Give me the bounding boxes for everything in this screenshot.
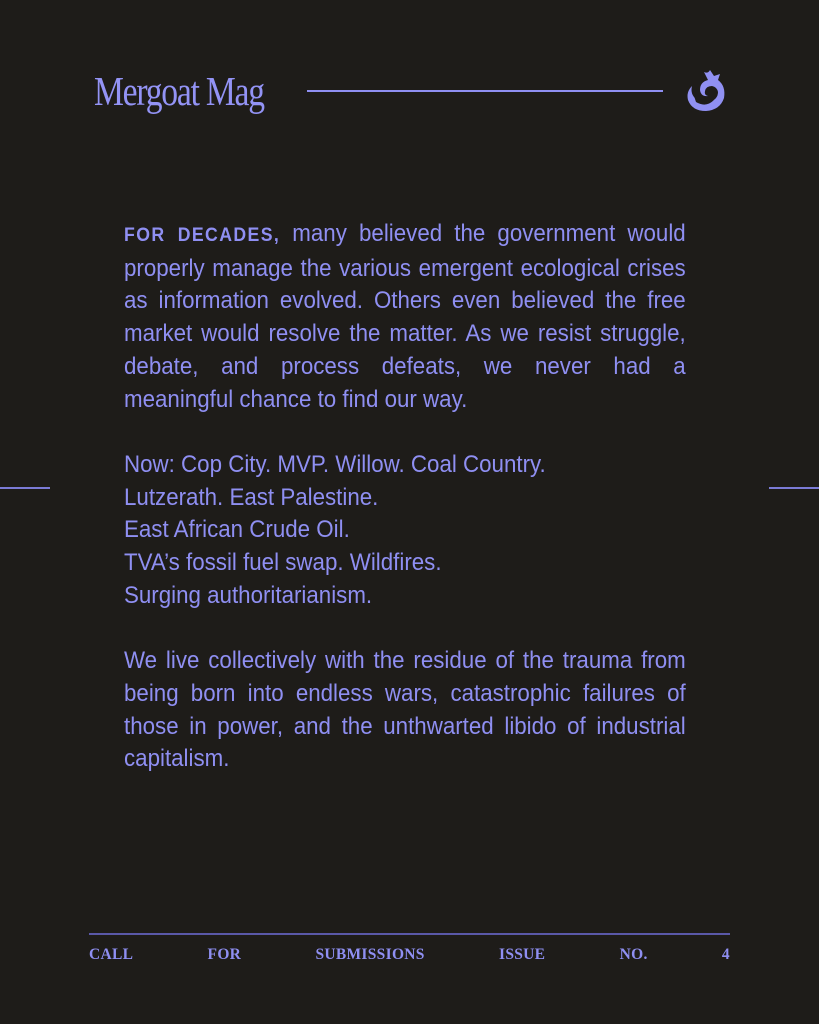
paragraph-list — [124, 449, 686, 613]
magazine-title: Mergoat Mag — [94, 68, 264, 114]
footer-word: ISSUE — [499, 946, 546, 963]
list-line: Surging authoritarianism. — [124, 581, 373, 609]
right-edge-marker — [769, 487, 819, 489]
header-divider — [307, 90, 663, 92]
paragraph-intro-text: many believed the government would properly manage the various emergent ecological crises as information evolved. Others even believed the free market would resolve the matter. As we resist struggle, debate, and process defeats, we never had a meaningful chance to find our way. — [124, 220, 686, 413]
paragraph-closing: We live collectively with the residue of the trauma from being born into endless wars, catastrophic failures of those in power, and the unthwarted libido of industrial capitalism. — [124, 647, 686, 773]
article-body — [124, 218, 686, 809]
footer-divider — [89, 933, 730, 935]
footer-word: NO. — [619, 946, 648, 963]
goat-dragon-emblem-icon — [684, 66, 728, 114]
lead-in: FOR DECADES, — [124, 225, 281, 246]
footer-banner — [89, 946, 730, 964]
left-edge-marker — [0, 487, 50, 489]
list-line: East African Crude Oil. — [124, 516, 350, 544]
list-line: Lutzerath. East Palestine. — [124, 483, 379, 511]
list-line: TVA’s fossil fuel swap. Wildfires. — [124, 549, 442, 577]
footer-word: CALL — [89, 946, 134, 963]
footer-word: FOR — [207, 946, 242, 963]
footer-word: SUBMISSIONS — [315, 946, 425, 963]
paragraph-intro — [124, 218, 686, 416]
issue-number: 4 — [721, 946, 730, 963]
list-line: Now: Cop City. MVP. Willow. Coal Country. — [124, 450, 546, 478]
